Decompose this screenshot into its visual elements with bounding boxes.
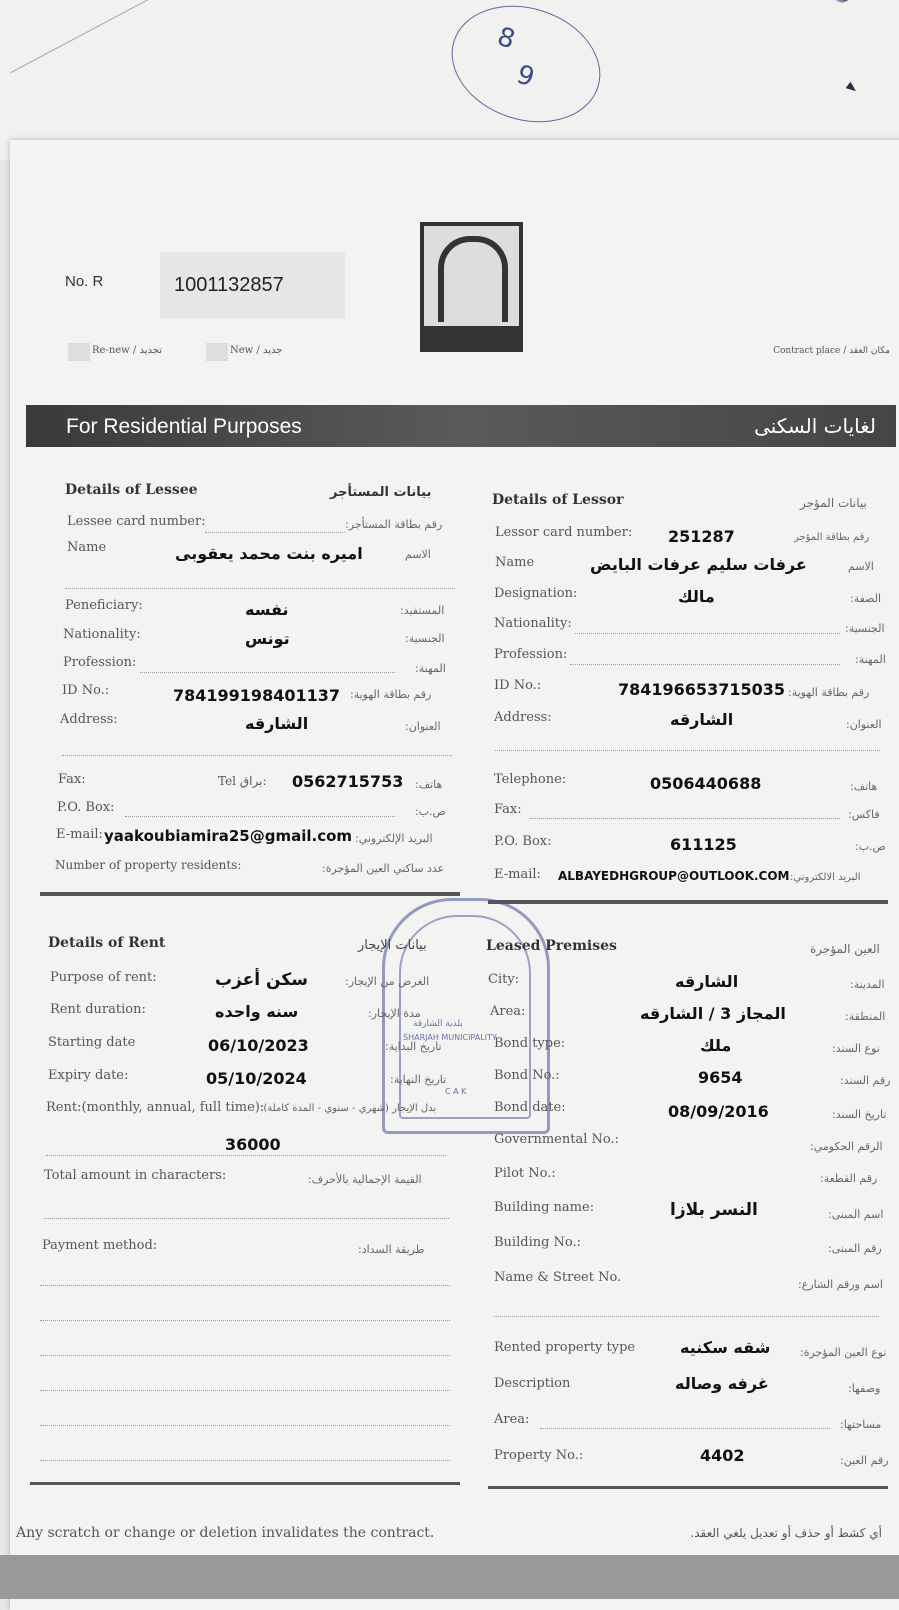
lessee-address-label-ar: العنوان: <box>405 720 441 733</box>
contract-number: 1001132857 <box>174 274 284 296</box>
premises-bondtype-value: ملك <box>700 1036 732 1055</box>
premises-title: Leased Premises <box>486 938 617 954</box>
premises-sarea-label: Area: <box>494 1412 530 1427</box>
premises-city-label-ar: المدينة: <box>850 978 885 991</box>
lessor-designation-value: مالك <box>678 587 715 606</box>
rent-title: Details of Rent <box>48 935 166 951</box>
lessee-pobox-label-ar: ص.ب: <box>415 805 446 818</box>
lessee-profession-label: Profession: <box>63 655 137 670</box>
premises-desc-label: Description <box>494 1376 571 1391</box>
table-surface <box>0 1555 899 1599</box>
premises-bonddate-label: Bond date: <box>494 1100 566 1115</box>
premises-bname-label: Building name: <box>494 1200 595 1215</box>
rent-expiry-label-ar: تاريخ النهاية: <box>390 1073 447 1086</box>
rent-payment-label-ar: طريقة السداد: <box>358 1243 425 1256</box>
premises-street-label: Name & Street No. <box>494 1270 622 1285</box>
contract-number-box <box>160 252 345 318</box>
lessor-designation-label: Designation: <box>494 586 578 601</box>
premises-bondtype-label: Bond type: <box>494 1036 566 1051</box>
premises-gov-label: Governmental No.: <box>494 1132 619 1147</box>
purpose-banner <box>26 405 896 447</box>
lessor-name-label: Name <box>495 555 535 570</box>
lessor-name-label-ar: الاسم <box>848 560 874 573</box>
lessee-id-label-ar: رقم بطاقة الهوية: <box>350 688 432 701</box>
premises-pilot-label: Pilot No.: <box>494 1166 556 1181</box>
lessee-residents-label: Number of property residents: <box>55 858 242 872</box>
premises-bname-label-ar: اسم المبنى: <box>828 1208 884 1221</box>
footer-note-ar: أي كشط أو حذف أو تعديل يلغي العقد. <box>690 1526 882 1540</box>
rent-expiry-value: 05/10/2024 <box>206 1069 307 1088</box>
premises-city-label: City: <box>488 972 520 987</box>
section-divider <box>40 892 460 896</box>
lessee-address-label: Address: <box>60 712 118 727</box>
lessee-name-label-ar: الاسم <box>405 548 431 561</box>
renew-checkbox[interactable] <box>68 343 90 361</box>
rent-purpose-label-ar: الغرض من الإيجار: <box>345 975 430 988</box>
section-divider <box>488 900 888 904</box>
premises-propno-label: Property No.: <box>494 1448 584 1463</box>
handnote-line1: 8 <box>493 21 519 56</box>
stamp-code: C A K <box>445 1087 467 1096</box>
lessor-telephone-label: Telephone: <box>494 772 567 787</box>
lessor-nationality-label: Nationality: <box>494 616 572 631</box>
premises-ptype-label: Rented property type <box>494 1340 636 1355</box>
lessor-email-value: ALBAYEDHGROUP@OUTLOOK.COM <box>558 869 790 883</box>
rent-amount-value: 36000 <box>225 1135 281 1154</box>
premises-bondno-label: Bond No.: <box>494 1068 560 1083</box>
premises-gov-label-ar: الرقم الحكومي: <box>810 1140 883 1153</box>
lessee-title-ar: بيانات المستأجر <box>330 485 432 500</box>
new-checkbox[interactable] <box>206 343 228 361</box>
premises-desc-label-ar: وصفها: <box>848 1382 881 1395</box>
rent-purpose-label: Purpose of rent: <box>50 970 157 985</box>
lessor-designation-label-ar: الصفة: <box>850 592 882 605</box>
footer-note-en: Any scratch or change or deletion invalidates the contract. <box>16 1525 435 1541</box>
lessee-tel-value: 0562715753 <box>292 772 404 791</box>
premises-propno-label-ar: رقم العين: <box>840 1454 889 1467</box>
premises-city-value: الشارقه <box>675 972 739 991</box>
lessor-email-label-ar: البريد الالكتروني: <box>790 872 861 883</box>
rent-total-label-ar: القيمة الإجمالية بالأحرف: <box>308 1173 422 1186</box>
lessee-nationality-label: Nationality: <box>63 627 141 642</box>
premises-bonddate-value: 08/09/2016 <box>668 1102 769 1121</box>
contract-place-label: Contract place / مكان العقد <box>773 346 890 356</box>
lessee-card-label: Lessee card number: <box>67 514 206 529</box>
lessee-pobox-label: P.O. Box: <box>57 800 115 815</box>
background-paper <box>0 0 899 160</box>
premises-area-label-ar: المنطقة: <box>845 1010 886 1023</box>
lessee-tel-label: Tel براق: <box>218 774 267 788</box>
section-divider <box>488 1486 888 1489</box>
rent-start-value: 06/10/2023 <box>208 1036 309 1055</box>
section-divider <box>30 1482 460 1485</box>
lessee-email-label: E-mail: <box>56 827 103 842</box>
rent-duration-label-ar: مدة الإيجار: <box>368 1007 421 1020</box>
stamp-text-en: SHARJAH MUNICIPALITY <box>403 1033 497 1042</box>
lessor-id-label: ID No.: <box>494 678 542 693</box>
lessee-phone-label-ar: هاتف: <box>415 778 443 791</box>
lessor-email-label: E-mail: <box>494 867 541 882</box>
lessor-name-value: عرفات سليم عرفات البايض <box>590 555 807 574</box>
lessor-profession-label: Profession: <box>494 647 568 662</box>
lessor-id-label-ar: رقم بطاقة الهوية: <box>788 686 870 699</box>
lessor-pobox-value: 611125 <box>670 835 737 854</box>
lessor-fax-label: Fax: <box>494 802 522 817</box>
premises-bondno-value: 9654 <box>698 1068 743 1087</box>
rent-start-label-ar: تاريخ البداية: <box>385 1040 442 1053</box>
rent-amount-label-ar: بدل الإيجار (شهري - سنوي - المدة كاملة): <box>260 1103 437 1114</box>
banner-arabic: لغايات السكنى <box>754 414 876 438</box>
premises-bno-label-ar: رقم المبنى: <box>828 1242 882 1255</box>
lessor-id-value: 784196653715035 <box>618 680 785 699</box>
contract-no-label: No. R <box>65 273 104 290</box>
premises-ptype-value: شقه سكنيه <box>680 1338 771 1357</box>
lessor-telephone-value: 0506440688 <box>650 774 762 793</box>
lessee-beneficiary-label: Peneficiary: <box>65 598 143 613</box>
lessee-fax-label: Fax: <box>58 772 86 787</box>
premises-sarea-label-ar: مساحتها: <box>840 1418 882 1431</box>
lessor-fax-label-ar: فاكس: <box>848 808 880 821</box>
premises-desc-value: غرفه وصاله <box>675 1374 769 1393</box>
lessor-address-label: Address: <box>494 710 552 725</box>
rent-purpose-value: سكن أعزب <box>215 970 308 990</box>
lessor-pobox-label-ar: ص.ب: <box>855 840 886 853</box>
stamp-text-ar: بلدية الشارقة <box>413 1019 463 1029</box>
lessor-nationality-label-ar: الجنسية: <box>845 622 885 635</box>
contract-sheet <box>10 140 899 1610</box>
premises-bondno-label-ar: رقم السند: <box>840 1074 891 1087</box>
lessor-address-label-ar: العنوان: <box>846 718 882 731</box>
lessor-title-ar: بيانات المؤجر <box>800 496 867 510</box>
lessor-card-value: 251287 <box>668 527 735 546</box>
premises-bname-value: النسر بلازا <box>670 1200 758 1220</box>
premises-bondtype-label-ar: نوع السند: <box>832 1042 880 1055</box>
lessee-email-label-ar: البريد الإلكتروني: <box>355 832 433 845</box>
premises-ptype-label-ar: نوع العين المؤجرة: <box>800 1346 887 1359</box>
premises-area-value: المجاز 3 / الشارقه <box>640 1004 786 1023</box>
handnote-line2: 9 <box>512 59 538 94</box>
renew-label: Re-new / تجديد <box>92 345 163 356</box>
new-label: New / جديد <box>230 345 283 356</box>
lessor-telephone-label-ar: هاتف: <box>850 780 878 793</box>
rent-duration-label: Rent duration: <box>50 1002 146 1017</box>
rent-duration-value: سنه واحده <box>215 1002 299 1021</box>
lessor-pobox-label: P.O. Box: <box>494 834 552 849</box>
lessee-residents-label-ar: عدد ساكني العين المؤجرة: <box>322 862 445 875</box>
banner-english: For Residential Purposes <box>66 415 302 438</box>
lessee-beneficiary-label-ar: المستفيد: <box>400 604 445 617</box>
lessor-title: Details of Lessor <box>492 492 624 508</box>
premises-street-label-ar: اسم ورقم الشارع: <box>798 1278 883 1291</box>
lessee-name-value: اميره بنت محمد يعقوبى <box>175 544 363 563</box>
lessor-card-label: Lessor card number: <box>495 525 633 540</box>
premises-title-ar: العين المؤجرة <box>810 942 880 956</box>
lessee-nationality-label-ar: الجنسية: <box>405 632 445 645</box>
lessor-address-value: الشارقه <box>670 710 734 729</box>
lessee-nationality-value: تونس <box>245 629 290 648</box>
premises-propno-value: 4402 <box>700 1446 745 1465</box>
lessee-beneficiary-value: نفسه <box>245 600 289 619</box>
sharjah-municipality-logo <box>420 222 523 352</box>
premises-area-label: Area: <box>490 1004 526 1019</box>
lessee-card-label-ar: رقم بطاقة المستأجر: <box>345 518 443 531</box>
rent-amount-label: Rent:(monthly, annual, full time): <box>46 1100 265 1115</box>
premises-bno-label: Building No.: <box>494 1235 582 1250</box>
rent-title-ar: بيانات الإيجار <box>358 938 427 953</box>
premises-pilot-label-ar: رقم القطعة: <box>820 1172 878 1185</box>
rent-payment-label: Payment method: <box>42 1238 158 1253</box>
premises-bonddate-label-ar: تاريخ السند: <box>832 1108 887 1121</box>
rent-start-label: Starting date <box>48 1035 136 1050</box>
lessee-address-value: الشارقه <box>245 714 309 733</box>
lessee-title: Details of Lessee <box>65 482 198 498</box>
lessee-profession-label-ar: المهنة: <box>415 662 446 675</box>
lessee-id-value: 784199198401137 <box>173 686 340 705</box>
municipality-stamp <box>382 898 550 1134</box>
lessor-card-label-ar: رقم بطاقة المؤجر <box>794 532 870 543</box>
rent-total-label: Total amount in characters: <box>44 1168 227 1183</box>
lessee-email-value: yaakoubiamira25@gmail.com <box>104 827 353 845</box>
lessor-profession-label-ar: المهنة: <box>855 653 886 666</box>
lessee-id-label: ID No.: <box>62 683 110 698</box>
logo-arch-icon <box>438 236 508 322</box>
rent-expiry-label: Expiry date: <box>48 1068 129 1083</box>
lessee-name-label: Name <box>67 540 107 555</box>
